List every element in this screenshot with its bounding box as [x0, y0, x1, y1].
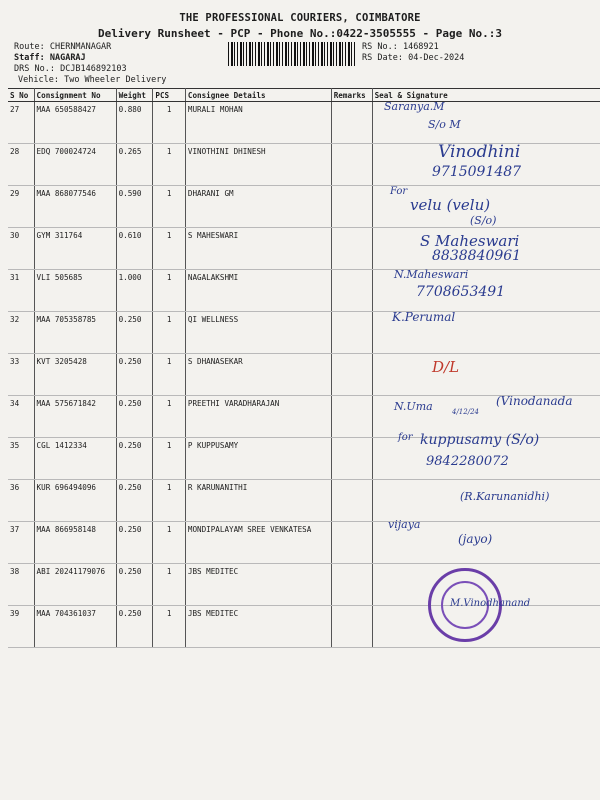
- table-body: [8, 102, 600, 648]
- signature-34a: N.Uma: [394, 400, 433, 413]
- cell-pcs: 1: [153, 480, 185, 522]
- col-seal: Seal & Signature: [372, 89, 600, 102]
- cell-sno: 28: [8, 144, 34, 186]
- table-row: [8, 606, 600, 648]
- cell-remarks: [331, 270, 372, 312]
- cell-consignee: PREETHI VARADHARAJAN: [185, 396, 331, 438]
- signature-37a: vijaya: [388, 518, 421, 531]
- col-weight: Weight: [116, 89, 153, 102]
- cell-remarks: [331, 354, 372, 396]
- cell-pcs: 1: [153, 312, 185, 354]
- signature-28a: Vinodhini: [438, 142, 521, 162]
- cell-pcs: 1: [153, 228, 185, 270]
- table-row: [8, 270, 600, 312]
- cell-remarks: [331, 522, 372, 564]
- cell-remarks: [331, 396, 372, 438]
- signature-29b: velu (velu): [410, 196, 491, 214]
- cell-pcs: 1: [153, 606, 185, 648]
- drs-value: DCJB146892103: [60, 64, 127, 74]
- cell-consignment: MAA 575671842: [34, 396, 116, 438]
- cell-consignment: MAA 705358785: [34, 312, 116, 354]
- table-row: [8, 522, 600, 564]
- cell-remarks: [331, 186, 372, 228]
- cell-weight: 0.250: [116, 438, 153, 480]
- cell-seal: [372, 354, 600, 396]
- rs-no-line: RS No.: 1468921: [362, 42, 439, 52]
- col-sno: S No: [8, 89, 34, 102]
- signature-29a: For: [390, 186, 408, 197]
- company-title: THE PROFESSIONAL COURIERS, COIMBATORE: [179, 12, 421, 24]
- vehicle-value: Two Wheeler Delivery: [64, 75, 167, 85]
- cell-pcs: 1: [153, 522, 185, 564]
- vehicle-line: Vehicle: Two Wheeler Delivery: [18, 75, 167, 85]
- cell-consignment: MAA 650588427: [34, 102, 116, 144]
- table-header: [8, 89, 600, 102]
- rs-date-value: 04-Dec-2024: [408, 53, 465, 63]
- cell-pcs: 1: [153, 396, 185, 438]
- cell-pcs: 1: [153, 102, 185, 144]
- table-row: [8, 186, 600, 228]
- signature-35b: kuppusamy (S/o): [420, 432, 540, 448]
- cell-weight: 0.250: [116, 522, 153, 564]
- cell-sno: 38: [8, 564, 34, 606]
- cell-consignee: P KUPPUSAMY: [185, 438, 331, 480]
- cell-consignee: JBS MEDITEC: [185, 564, 331, 606]
- cell-sno: 30: [8, 228, 34, 270]
- cell-remarks: [331, 312, 372, 354]
- signature-30b: 8838840961: [432, 248, 522, 264]
- cell-weight: 0.265: [116, 144, 153, 186]
- signature-35a: for: [398, 432, 413, 443]
- signature-32: K.Perumal: [392, 310, 456, 324]
- cell-consignment: EDQ 700024724: [34, 144, 116, 186]
- cell-sno: 39: [8, 606, 34, 648]
- cell-weight: 0.590: [116, 186, 153, 228]
- cell-sno: 34: [8, 396, 34, 438]
- runsheet-subtitle: Delivery Runsheet - PCP - Phone No.:0422-3505555 - Page No.:3: [98, 27, 502, 40]
- cell-sno: 35: [8, 438, 34, 480]
- cell-consignment: MAA 704361037: [34, 606, 116, 648]
- signature-31b: 7708653491: [416, 284, 506, 300]
- cell-weight: 0.250: [116, 480, 153, 522]
- table-row: [8, 354, 600, 396]
- cell-consignment: KVT 3205428: [34, 354, 116, 396]
- rs-date-line: RS Date: 04-Dec-2024: [362, 53, 465, 63]
- cell-pcs: 1: [153, 354, 185, 396]
- cell-sno: 37: [8, 522, 34, 564]
- cell-consignment: GYM 311764: [34, 228, 116, 270]
- cell-weight: 1.000: [116, 270, 153, 312]
- signature-28b: 9715091487: [432, 164, 522, 180]
- cell-consignment: MAA 866958148: [34, 522, 116, 564]
- cell-weight: 0.880: [116, 102, 153, 144]
- cell-consignment: VLI 505685: [34, 270, 116, 312]
- cell-consignee: S DHANASEKAR: [185, 354, 331, 396]
- table-row: [8, 102, 600, 144]
- cell-consignee: QI WELLNESS: [185, 312, 331, 354]
- col-pcs: PCS: [153, 89, 185, 102]
- cell-sno: 33: [8, 354, 34, 396]
- cell-remarks: [331, 438, 372, 480]
- table-row: [8, 312, 600, 354]
- signature-35c: 9842280072: [426, 454, 509, 469]
- route-value: CHERNMANAGAR: [49, 42, 112, 52]
- cell-consignment: ABI 20241179076: [34, 564, 116, 606]
- cell-sno: 27: [8, 102, 34, 144]
- rs-no-value: 1468921: [402, 42, 439, 52]
- cell-weight: 0.250: [116, 312, 153, 354]
- cell-consignment: KUR 696494096: [34, 480, 116, 522]
- signature-33: D/L: [432, 358, 460, 376]
- cell-consignee: S MAHESWARI: [185, 228, 331, 270]
- cell-consignee: NAGALAKSHMI: [185, 270, 331, 312]
- col-consignment: Consignment No: [34, 89, 116, 102]
- cell-remarks: [331, 228, 372, 270]
- signature-27a: Saranya.M: [384, 100, 445, 113]
- cell-weight: 0.250: [116, 396, 153, 438]
- cell-weight: 0.610: [116, 228, 153, 270]
- cell-pcs: 1: [153, 144, 185, 186]
- cell-pcs: 1: [153, 564, 185, 606]
- cell-pcs: 1: [153, 270, 185, 312]
- cell-consignee: R KARUNANITHI: [185, 480, 331, 522]
- cell-consignee: MONDIPALAYAM SREE VENKATESA: [185, 522, 331, 564]
- cell-sno: 32: [8, 312, 34, 354]
- cell-consignee: DHARANI GM: [185, 186, 331, 228]
- route-line: Route: CHERNMANAGAR: [14, 42, 112, 52]
- cell-consignment: MAA 868077546: [34, 186, 116, 228]
- cell-sno: 36: [8, 480, 34, 522]
- cell-consignee: VINOTHINI DHINESH: [185, 144, 331, 186]
- cell-weight: 0.250: [116, 606, 153, 648]
- col-consignee: Consignee Details: [185, 89, 331, 102]
- staff-value: NAGARAJ: [49, 53, 86, 63]
- cell-remarks: [331, 564, 372, 606]
- staff-line: Staff: NAGARAJ: [14, 53, 86, 63]
- cell-pcs: 1: [153, 186, 185, 228]
- signature-37b: (jayo): [458, 532, 493, 546]
- signature-39: M.Vinodhanand: [450, 598, 531, 609]
- cell-pcs: 1: [153, 438, 185, 480]
- signature-30a: S Maheswari: [420, 232, 520, 250]
- cell-remarks: [331, 102, 372, 144]
- cell-remarks: [331, 144, 372, 186]
- signature-34b: 4/12/24: [452, 408, 479, 416]
- cell-weight: 0.250: [116, 564, 153, 606]
- cell-sno: 29: [8, 186, 34, 228]
- cell-sno: 31: [8, 270, 34, 312]
- cell-consignee: JBS MEDITEC: [185, 606, 331, 648]
- signature-31a: N.Maheswari: [394, 268, 469, 281]
- cell-consignment: CGL 1412334: [34, 438, 116, 480]
- cell-remarks: [331, 480, 372, 522]
- signature-27b: S/o M: [428, 118, 461, 131]
- signature-29c: (S/o): [470, 214, 497, 227]
- cell-remarks: [331, 606, 372, 648]
- signature-36: (R.Karunanidhi): [460, 490, 550, 503]
- col-remarks: Remarks: [331, 89, 372, 102]
- barcode-icon: [228, 42, 356, 66]
- drs-line: DRS No.: DCJB146892103: [14, 64, 127, 74]
- cell-consignee: MURALI MOHAN: [185, 102, 331, 144]
- cell-weight: 0.250: [116, 354, 153, 396]
- signature-34c: (Vinodanada: [496, 394, 573, 408]
